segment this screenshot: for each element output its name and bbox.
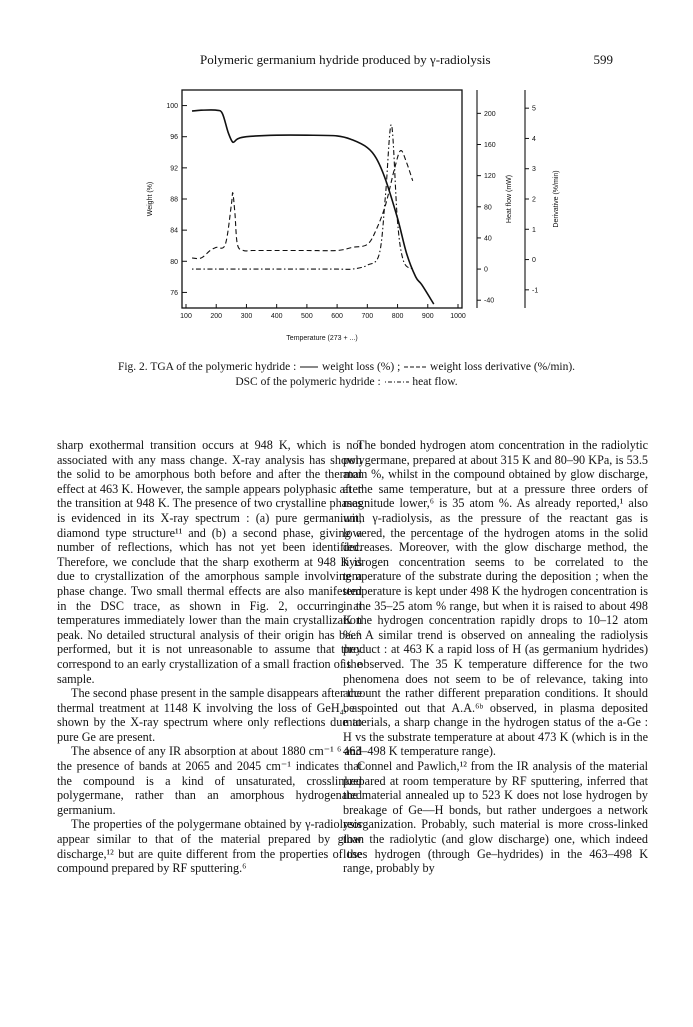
left-tick-label-1: 96 (170, 134, 178, 142)
deriv-tick-label-1: 4 (532, 135, 536, 143)
x-tick-label-6: 700 (361, 313, 374, 320)
paragraph: sharp exothermal transition occurs at 948 K, which is not associated with any mass change. X-ray analysis has shown the solid to be amorphous both before and after the thermal effect at 463 K. However, the sample appears polyphasic after the transition at 948 K. The presence of two crystalline phases is evidenced in its X-ray spectrum : (a) pure germanium, diamond type structure¹¹ and (b) a second phase, giving a number of reflections, which has not yet been identified. Therefore, we conclude that the sharp exotherm at 948 K is due to crystallization of the amorphous sample involving a phase change. Two small thermal effects are also manifested in the DSC trace, as shown in Fig. 2, occurring at temperatures immediately lower than the main crystallization peak. No detailed structural analysis of their origin has been performed, but it is not unreasonable to assume that they correspond to an early crystallization of a small fraction of the sample. (57, 438, 362, 686)
deriv-tick-label-2: 3 (532, 166, 536, 174)
left-tick-label-5: 80 (170, 258, 178, 266)
legend-dashed-line (403, 364, 427, 370)
caption-text-3: weight loss derivative (%/min). (430, 361, 576, 373)
paragraph: The absence of any IR absorption at about 1880 cm⁻¹ ⁶ and the presence of bands at 2065 and 2045 cm⁻¹ indicates that the compound is a kind of unsaturated, crosslinked polygermane, rather than an amorphous hydrogenated germanium. (57, 744, 362, 817)
running-title: Polymeric germanium hydride produced by γ-radiolysis (200, 52, 491, 67)
deriv-tick-label-3: 2 (532, 196, 536, 204)
figure-2 (130, 80, 580, 350)
x-tick-label-1: 200 (210, 313, 223, 320)
deriv-tick-label-0: 5 (532, 105, 536, 113)
paragraph: The second phase present in the sample disappears after the thermal treatment at 1148 K involving the loss of GeH₄, as shown by the X-ray spectrum where only reflections due to pure Ge are present. (57, 686, 362, 744)
heat-tick-label-5: 0 (484, 266, 488, 274)
caption-text-2: weight loss (%) ; (322, 361, 401, 373)
legend-dash-dot-line (384, 379, 410, 385)
paragraph: The bonded hydrogen atom concentration in the radiolytic polygermane, prepared at about 315 K and 80–90 KPa, is 53.5 atom %, whilst in the compound obtained by glow discharge, at the same temperature, but at a pressure three orders of magnitude lower,⁶ is 35 atom %. As already reported,¹ also with γ-radiolysis, as the pressure of the reactant gas is lowered, the percentage of the hydrogen atoms in the solid decreases. Moreover, with the glow discharge method, the hydrogen concentration seems to be correlated to the temperature of the substrate during the deposition ; when the temperature is kept under 498 K the hydrogen concentration is in the 35–25 atom % range, but when it is raised to about 498 K the hydrogen concentration rapidly drops to 10–12 atom %.⁶ A similar trend is observed on annealing the radiolysis product : at 463 K a rapid loss of H (as germanium hydrides) is observed. The 35 K temperature difference for the two phenomena does not seem to be of relevance, taking into account the rather different preparation conditions. It should be pointed out that A.A.⁶ᵇ observed, in plasma deposited materials, a sharp change in the hydrogen status of the a-Ge : H vs the substrate temperature at about 473 K (which is in the 463–498 K temperature range). (343, 438, 648, 759)
page-number: 599 (593, 52, 613, 67)
right-axis-1-label: Heat flow (mW) (506, 174, 513, 224)
heat-tick-label-0: 200 (484, 110, 496, 118)
heat-tick-label-1: 160 (484, 142, 496, 149)
x-axis-label: Temperature (273 + ...) (286, 335, 358, 342)
deriv-tick-label-5: 0 (532, 257, 536, 265)
left-tick-label-4: 84 (170, 227, 178, 235)
running-head (0, 52, 693, 70)
paragraph: The properties of the polygermane obtained by γ-radiolysis appear similar to that of the material prepared by glow discharge,¹² but are quite different from the properties of the compound prepared by RF sputtering.⁶ (57, 817, 362, 876)
left-tick-label-2: 92 (170, 165, 178, 173)
x-tick-label-2: 300 (240, 313, 253, 320)
figure-caption (0, 360, 693, 390)
heat-tick-label-3: 80 (484, 204, 492, 212)
x-tick-label-3: 400 (270, 313, 283, 320)
x-tick-label-8: 900 (421, 313, 434, 320)
heat-tick-label-4: 40 (484, 235, 492, 243)
left-tick-label-3: 88 (170, 196, 178, 204)
left-column (57, 438, 362, 876)
heat-tick-label-2: 120 (484, 173, 496, 181)
x-tick-label-4: 500 (301, 313, 313, 320)
x-tick-label-0: 100 (180, 313, 192, 320)
x-tick-label-5: 600 (331, 313, 343, 320)
right-axis-2-label: Derivative (%/min) (553, 170, 560, 228)
caption-text-5: heat flow. (412, 376, 458, 388)
right-column (343, 438, 648, 876)
deriv-tick-label-6: -1 (532, 287, 539, 295)
heat-flow-line (192, 125, 413, 270)
x-tick-label-9: 1000 (450, 313, 466, 320)
heat-tick-label-6: -40 (484, 297, 495, 305)
x-tick-label-7: 800 (391, 313, 404, 320)
paragraph: Connel and Pawlich,¹² from the IR analysis of the material prepared at room temperature by RF sputtering, inferred that the material annealed up to 523 K does not lose hydrogen by breakage of Ge—H bonds, but rather undergoes a network reorganization. Probably, such material is more cross-linked than the radiolytic (and glow discharge) one, which indeed loses hydrogen (through Ge–hydrides) in the 463–498 K range, probably by (343, 759, 648, 876)
left-axis-label: Weight (%) (147, 181, 154, 217)
plot-frame (182, 90, 462, 308)
left-tick-label-0: 100 (166, 103, 178, 111)
deriv-tick-label-4: 1 (532, 226, 536, 234)
tga-dsc-chart (130, 80, 580, 350)
left-tick-label-6: 76 (170, 289, 178, 297)
legend-solid-line (299, 364, 319, 370)
weight-loss-line (192, 110, 434, 304)
caption-text-1: Fig. 2. TGA of the polymeric hydride : (117, 361, 297, 373)
caption-text-4: DSC of the polymeric hydride : (235, 376, 381, 388)
